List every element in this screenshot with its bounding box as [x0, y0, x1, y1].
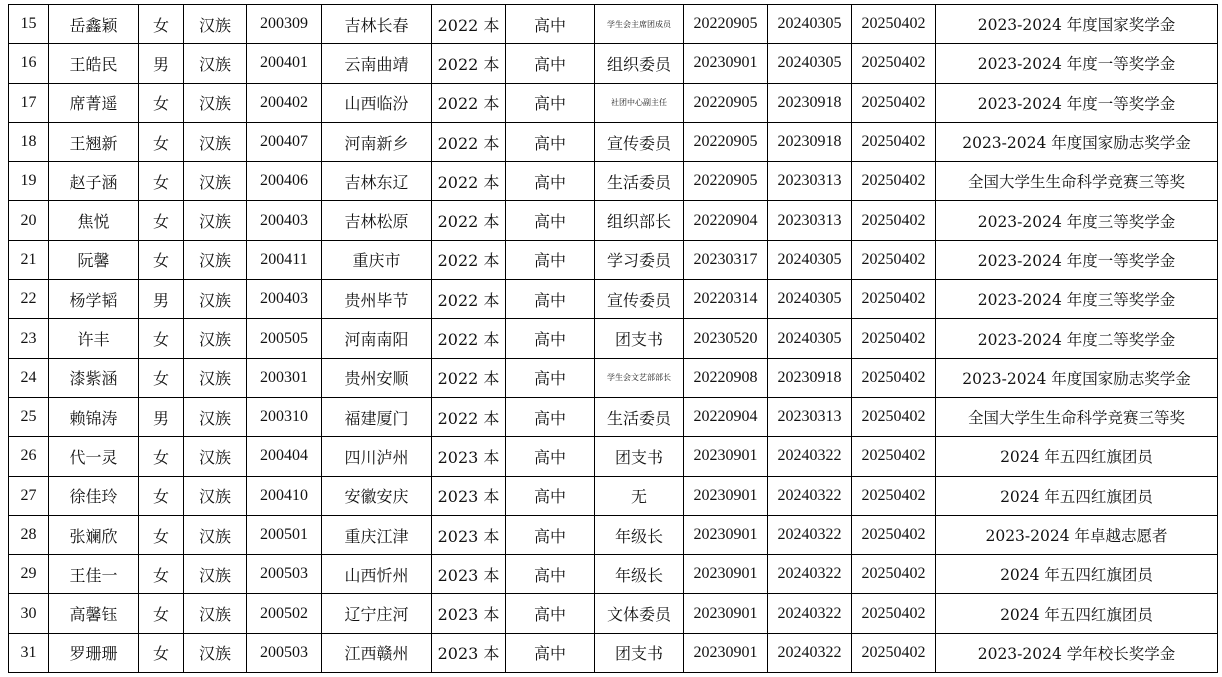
education-cell: 高中 — [506, 201, 595, 240]
row-number-cell: 28 — [9, 515, 49, 554]
origin-cell: 山西忻州 — [322, 555, 432, 594]
ethnicity-cell: 汉族 — [184, 633, 247, 672]
date-activist-cell: 20230313 — [768, 162, 852, 201]
birth-date-cell: 200410 — [247, 476, 322, 515]
education-cell: 高中 — [506, 476, 595, 515]
position-cell: 组织部长 — [595, 201, 684, 240]
row-number-cell: 29 — [9, 555, 49, 594]
grade-cell: 2022 本 — [432, 319, 506, 358]
origin-cell: 贵州毕节 — [322, 280, 432, 319]
birth-date-cell: 200403 — [247, 280, 322, 319]
date-activist-cell: 20240305 — [768, 5, 852, 44]
origin-cell: 贵州安顺 — [322, 358, 432, 397]
name-cell: 赖锦涛 — [49, 397, 139, 436]
table-row — [9, 555, 1218, 594]
gender-cell: 女 — [139, 476, 184, 515]
birth-date-cell: 200503 — [247, 555, 322, 594]
education-cell: 高中 — [506, 397, 595, 436]
gender-cell: 女 — [139, 83, 184, 122]
name-cell: 高馨钰 — [49, 594, 139, 633]
name-cell: 王翘新 — [49, 122, 139, 161]
education-cell: 高中 — [506, 280, 595, 319]
date-activist-cell: 20240322 — [768, 437, 852, 476]
grade-cell: 2022 本 — [432, 201, 506, 240]
date-joined-cell: 20230317 — [684, 240, 768, 279]
gender-cell: 女 — [139, 162, 184, 201]
award-cell: 2023-2024 年卓越志愿者 — [936, 515, 1218, 554]
grade-cell: 2022 本 — [432, 44, 506, 83]
position-cell: 团支书 — [595, 633, 684, 672]
table-row — [9, 240, 1218, 279]
award-cell: 全国大学生生命科学竞赛三等奖 — [936, 162, 1218, 201]
ethnicity-cell: 汉族 — [184, 201, 247, 240]
grade-cell: 2022 本 — [432, 240, 506, 279]
position-cell: 宣传委员 — [595, 122, 684, 161]
row-number-cell: 23 — [9, 319, 49, 358]
gender-cell: 女 — [139, 319, 184, 358]
grade-cell: 2022 本 — [432, 5, 506, 44]
grade-cell: 2022 本 — [432, 397, 506, 436]
table-row — [9, 44, 1218, 83]
education-cell: 高中 — [506, 5, 595, 44]
gender-cell: 女 — [139, 555, 184, 594]
date-joined-cell: 20220905 — [684, 5, 768, 44]
position-cell: 团支书 — [595, 437, 684, 476]
grade-cell: 2023 本 — [432, 515, 506, 554]
award-cell: 2023-2024 年度一等奖学金 — [936, 44, 1218, 83]
award-cell: 2023-2024 年度二等奖学金 — [936, 319, 1218, 358]
award-cell: 2023-2024 学年校长奖学金 — [936, 633, 1218, 672]
row-number-cell: 25 — [9, 397, 49, 436]
date-apply-cell: 20250402 — [852, 397, 936, 436]
table-body — [9, 5, 1218, 673]
award-cell: 2023-2024 年度国家奖学金 — [936, 5, 1218, 44]
date-activist-cell: 20240305 — [768, 280, 852, 319]
date-activist-cell: 20230918 — [768, 358, 852, 397]
date-apply-cell: 20250402 — [852, 358, 936, 397]
date-joined-cell: 20230901 — [684, 44, 768, 83]
award-cell: 2023-2024 年度三等奖学金 — [936, 280, 1218, 319]
date-joined-cell: 20230901 — [684, 476, 768, 515]
name-cell: 杨学韬 — [49, 280, 139, 319]
birth-date-cell: 200411 — [247, 240, 322, 279]
grade-cell: 2022 本 — [432, 122, 506, 161]
gender-cell: 男 — [139, 397, 184, 436]
education-cell: 高中 — [506, 515, 595, 554]
date-apply-cell: 20250402 — [852, 5, 936, 44]
birth-date-cell: 200301 — [247, 358, 322, 397]
row-number-cell: 21 — [9, 240, 49, 279]
award-cell: 2023-2024 年度三等奖学金 — [936, 201, 1218, 240]
birth-date-cell: 200406 — [247, 162, 322, 201]
date-apply-cell: 20250402 — [852, 594, 936, 633]
row-number-cell: 20 — [9, 201, 49, 240]
education-cell: 高中 — [506, 358, 595, 397]
date-joined-cell: 20230520 — [684, 319, 768, 358]
ethnicity-cell: 汉族 — [184, 162, 247, 201]
birth-date-cell: 200503 — [247, 633, 322, 672]
table-row — [9, 5, 1218, 44]
name-cell: 王佳一 — [49, 555, 139, 594]
table-row — [9, 280, 1218, 319]
origin-cell: 云南曲靖 — [322, 44, 432, 83]
birth-date-cell: 200403 — [247, 201, 322, 240]
name-cell: 漆紫涵 — [49, 358, 139, 397]
origin-cell: 江西赣州 — [322, 633, 432, 672]
origin-cell: 山西临汾 — [322, 83, 432, 122]
origin-cell: 福建厦门 — [322, 397, 432, 436]
position-cell: 生活委员 — [595, 397, 684, 436]
ethnicity-cell: 汉族 — [184, 594, 247, 633]
date-apply-cell: 20250402 — [852, 201, 936, 240]
date-apply-cell: 20250402 — [852, 319, 936, 358]
award-cell: 2023-2024 年度国家励志奖学金 — [936, 122, 1218, 161]
gender-cell: 男 — [139, 44, 184, 83]
ethnicity-cell: 汉族 — [184, 280, 247, 319]
date-apply-cell: 20250402 — [852, 240, 936, 279]
gender-cell: 女 — [139, 594, 184, 633]
position-cell: 学生会主席团成员 — [595, 5, 684, 44]
grade-cell: 2022 本 — [432, 280, 506, 319]
table-row — [9, 476, 1218, 515]
grade-cell: 2023 本 — [432, 437, 506, 476]
origin-cell: 河南新乡 — [322, 122, 432, 161]
date-activist-cell: 20240322 — [768, 594, 852, 633]
origin-cell: 辽宁庄河 — [322, 594, 432, 633]
birth-date-cell: 200404 — [247, 437, 322, 476]
date-activist-cell: 20240305 — [768, 319, 852, 358]
date-joined-cell: 20220908 — [684, 358, 768, 397]
ethnicity-cell: 汉族 — [184, 397, 247, 436]
position-cell: 宣传委员 — [595, 280, 684, 319]
position-cell: 社团中心副主任 — [595, 83, 684, 122]
award-cell: 2023-2024 年度国家励志奖学金 — [936, 358, 1218, 397]
date-apply-cell: 20250402 — [852, 44, 936, 83]
name-cell: 代一灵 — [49, 437, 139, 476]
date-apply-cell: 20250402 — [852, 83, 936, 122]
name-cell: 徐佳玲 — [49, 476, 139, 515]
origin-cell: 重庆江津 — [322, 515, 432, 554]
origin-cell: 重庆市 — [322, 240, 432, 279]
name-cell: 岳鑫颖 — [49, 5, 139, 44]
date-joined-cell: 20220904 — [684, 201, 768, 240]
origin-cell: 吉林东辽 — [322, 162, 432, 201]
row-number-cell: 16 — [9, 44, 49, 83]
row-number-cell: 18 — [9, 122, 49, 161]
date-apply-cell: 20250402 — [852, 476, 936, 515]
birth-date-cell: 200502 — [247, 594, 322, 633]
education-cell: 高中 — [506, 240, 595, 279]
table-row — [9, 515, 1218, 554]
award-cell: 2024 年五四红旗团员 — [936, 437, 1218, 476]
member-table — [8, 4, 1218, 673]
gender-cell: 男 — [139, 280, 184, 319]
date-joined-cell: 20230901 — [684, 594, 768, 633]
origin-cell: 吉林长春 — [322, 5, 432, 44]
grade-cell: 2022 本 — [432, 358, 506, 397]
date-activist-cell: 20240322 — [768, 476, 852, 515]
grade-cell: 2023 本 — [432, 555, 506, 594]
date-apply-cell: 20250402 — [852, 280, 936, 319]
origin-cell: 河南南阳 — [322, 319, 432, 358]
date-apply-cell: 20250402 — [852, 162, 936, 201]
row-number-cell: 19 — [9, 162, 49, 201]
education-cell: 高中 — [506, 633, 595, 672]
date-joined-cell: 20230901 — [684, 555, 768, 594]
date-joined-cell: 20230901 — [684, 437, 768, 476]
table-row — [9, 83, 1218, 122]
gender-cell: 女 — [139, 358, 184, 397]
date-activist-cell: 20230313 — [768, 397, 852, 436]
table-row — [9, 437, 1218, 476]
award-cell: 2023-2024 年度一等奖学金 — [936, 83, 1218, 122]
date-joined-cell: 20230901 — [684, 515, 768, 554]
date-apply-cell: 20250402 — [852, 555, 936, 594]
award-cell: 全国大学生生命科学竞赛三等奖 — [936, 397, 1218, 436]
ethnicity-cell: 汉族 — [184, 44, 247, 83]
table-row — [9, 633, 1218, 672]
date-apply-cell: 20250402 — [852, 515, 936, 554]
grade-cell: 2022 本 — [432, 162, 506, 201]
origin-cell: 吉林松原 — [322, 201, 432, 240]
ethnicity-cell: 汉族 — [184, 515, 247, 554]
date-activist-cell: 20240305 — [768, 240, 852, 279]
gender-cell: 女 — [139, 5, 184, 44]
ethnicity-cell: 汉族 — [184, 122, 247, 161]
birth-date-cell: 200402 — [247, 83, 322, 122]
date-activist-cell: 20230313 — [768, 201, 852, 240]
date-activist-cell: 20230918 — [768, 83, 852, 122]
table-row — [9, 358, 1218, 397]
table-row — [9, 122, 1218, 161]
education-cell: 高中 — [506, 44, 595, 83]
education-cell: 高中 — [506, 319, 595, 358]
gender-cell: 女 — [139, 240, 184, 279]
ethnicity-cell: 汉族 — [184, 437, 247, 476]
award-cell: 2023-2024 年度一等奖学金 — [936, 240, 1218, 279]
date-apply-cell: 20250402 — [852, 122, 936, 161]
gender-cell: 女 — [139, 122, 184, 161]
ethnicity-cell: 汉族 — [184, 358, 247, 397]
position-cell: 学习委员 — [595, 240, 684, 279]
name-cell: 阮馨 — [49, 240, 139, 279]
birth-date-cell: 200505 — [247, 319, 322, 358]
education-cell: 高中 — [506, 594, 595, 633]
ethnicity-cell: 汉族 — [184, 555, 247, 594]
gender-cell: 女 — [139, 633, 184, 672]
row-number-cell: 22 — [9, 280, 49, 319]
birth-date-cell: 200407 — [247, 122, 322, 161]
grade-cell: 2023 本 — [432, 633, 506, 672]
row-number-cell: 15 — [9, 5, 49, 44]
position-cell: 团支书 — [595, 319, 684, 358]
date-joined-cell: 20220904 — [684, 397, 768, 436]
table-row — [9, 319, 1218, 358]
position-cell: 无 — [595, 476, 684, 515]
name-cell: 焦悦 — [49, 201, 139, 240]
name-cell: 赵子涵 — [49, 162, 139, 201]
education-cell: 高中 — [506, 555, 595, 594]
origin-cell: 安徽安庆 — [322, 476, 432, 515]
ethnicity-cell: 汉族 — [184, 476, 247, 515]
date-activist-cell: 20240305 — [768, 44, 852, 83]
education-cell: 高中 — [506, 437, 595, 476]
date-activist-cell: 20240322 — [768, 515, 852, 554]
row-number-cell: 27 — [9, 476, 49, 515]
table-row — [9, 162, 1218, 201]
date-joined-cell: 20220905 — [684, 162, 768, 201]
table-row — [9, 594, 1218, 633]
birth-date-cell: 200309 — [247, 5, 322, 44]
date-joined-cell: 20220314 — [684, 280, 768, 319]
position-cell: 年级长 — [595, 555, 684, 594]
date-joined-cell: 20220905 — [684, 122, 768, 161]
ethnicity-cell: 汉族 — [184, 83, 247, 122]
gender-cell: 女 — [139, 515, 184, 554]
date-activist-cell: 20240322 — [768, 555, 852, 594]
row-number-cell: 17 — [9, 83, 49, 122]
name-cell: 罗珊珊 — [49, 633, 139, 672]
date-joined-cell: 20230901 — [684, 633, 768, 672]
position-cell: 生活委员 — [595, 162, 684, 201]
date-activist-cell: 20230918 — [768, 122, 852, 161]
row-number-cell: 26 — [9, 437, 49, 476]
position-cell: 文体委员 — [595, 594, 684, 633]
ethnicity-cell: 汉族 — [184, 5, 247, 44]
name-cell: 许丰 — [49, 319, 139, 358]
date-apply-cell: 20250402 — [852, 633, 936, 672]
gender-cell: 女 — [139, 201, 184, 240]
position-cell: 年级长 — [595, 515, 684, 554]
grade-cell: 2023 本 — [432, 594, 506, 633]
row-number-cell: 24 — [9, 358, 49, 397]
position-cell: 组织委员 — [595, 44, 684, 83]
table-row — [9, 397, 1218, 436]
name-cell: 席菁遥 — [49, 83, 139, 122]
birth-date-cell: 200401 — [247, 44, 322, 83]
grade-cell: 2022 本 — [432, 83, 506, 122]
education-cell: 高中 — [506, 83, 595, 122]
grade-cell: 2023 本 — [432, 476, 506, 515]
name-cell: 张斓欣 — [49, 515, 139, 554]
date-joined-cell: 20220905 — [684, 83, 768, 122]
birth-date-cell: 200501 — [247, 515, 322, 554]
ethnicity-cell: 汉族 — [184, 319, 247, 358]
row-number-cell: 31 — [9, 633, 49, 672]
birth-date-cell: 200310 — [247, 397, 322, 436]
ethnicity-cell: 汉族 — [184, 240, 247, 279]
gender-cell: 女 — [139, 437, 184, 476]
date-apply-cell: 20250402 — [852, 437, 936, 476]
origin-cell: 四川泸州 — [322, 437, 432, 476]
award-cell: 2024 年五四红旗团员 — [936, 476, 1218, 515]
date-activist-cell: 20240322 — [768, 633, 852, 672]
award-cell: 2024 年五四红旗团员 — [936, 594, 1218, 633]
name-cell: 王皓民 — [49, 44, 139, 83]
education-cell: 高中 — [506, 122, 595, 161]
row-number-cell: 30 — [9, 594, 49, 633]
position-cell: 学生会文艺部部长 — [595, 358, 684, 397]
education-cell: 高中 — [506, 162, 595, 201]
table-row — [9, 201, 1218, 240]
award-cell: 2024 年五四红旗团员 — [936, 555, 1218, 594]
